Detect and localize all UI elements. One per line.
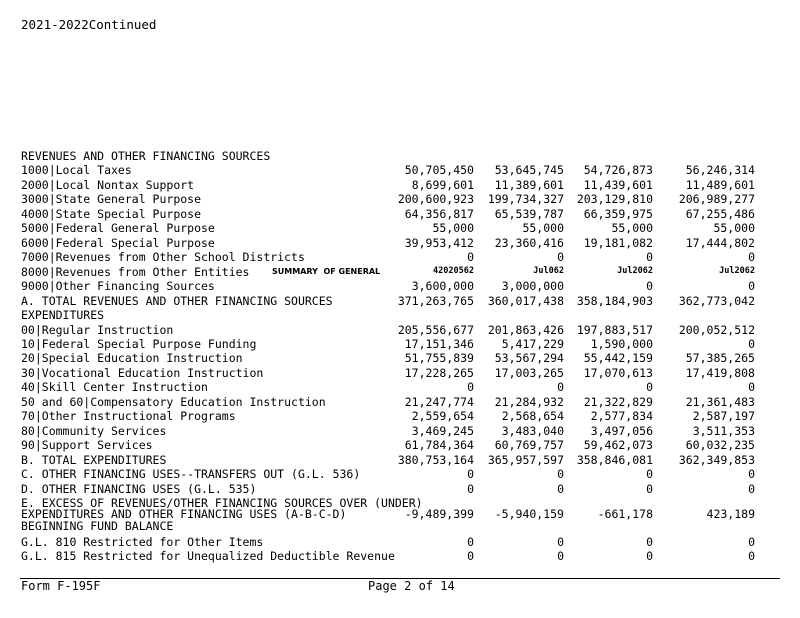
- expenditure-row-value-1: 0: [467, 380, 474, 394]
- revenue-row-value-1: 50,705,450: [404, 163, 474, 177]
- expenditure-row-value-3: 1,590,000: [590, 337, 653, 351]
- revenue-row-label: 4000|State Special Purpose: [21, 207, 202, 221]
- revenue-row-value-4: 55,000: [713, 221, 755, 235]
- expenditure-row-label: 70|Other Instructional Programs: [21, 409, 236, 423]
- revenue-row-value-1: 39,953,412: [404, 236, 474, 250]
- expenditure-row-value-1: 2,559,654: [411, 409, 474, 423]
- expenditure-row-value-3: 197,883,517: [576, 323, 653, 337]
- revenue-row-value-2: 3,000,000: [501, 279, 564, 293]
- expenditure-row-value-4: 0: [748, 380, 755, 394]
- expenditure-row-value-1: 3,469,245: [411, 424, 474, 438]
- revenue-row-value-3: 19,181,082: [583, 236, 653, 250]
- beginning-balance-row-value-3: 0: [646, 549, 653, 563]
- footer-form-number: Form F-195F: [21, 579, 101, 593]
- other-financing-uses-row-label: D. OTHER FINANCING USES (G.L. 535): [21, 482, 257, 496]
- expenditure-row-label: 30|Vocational Education Instruction: [21, 366, 264, 380]
- overlay-title: SUMMARY OF GENERAL: [272, 267, 381, 276]
- expenditure-row-label: 50 and 60|Compensatory Education Instruction: [21, 395, 326, 409]
- expenditures-total-row-value-4: 362,349,853: [678, 453, 755, 467]
- expenditure-row-value-4: 200,052,512: [678, 323, 755, 337]
- beginning-balance-row-value-4: 0: [748, 549, 755, 563]
- expenditures-total-row-value-3: 358,846,081: [576, 453, 653, 467]
- expenditure-row-value-4: 3,511,353: [692, 424, 755, 438]
- expenditure-row-label: 80|Community Services: [21, 424, 167, 438]
- beginning-balance-row-value-3: 0: [646, 535, 653, 549]
- expenditures-section-title: EXPENDITURES: [21, 308, 105, 322]
- revenues-total-row-value-1: 371,263,765: [397, 294, 474, 308]
- excess-label-line-1: E. EXCESS OF REVENUES/OTHER FINANCING SOURCES OVER (UNDER): [21, 496, 423, 510]
- expenditure-row-value-1: 61,784,364: [404, 438, 474, 452]
- expenditure-row-value-3: 2,577,834: [590, 409, 653, 423]
- expenditure-row-label: 90|Support Services: [21, 438, 153, 452]
- beginning-balance-row-label: G.L. 810 Restricted for Other Items: [21, 535, 264, 549]
- expenditure-row-value-3: 59,462,073: [583, 438, 653, 452]
- beginning-balance-row-value-2: 0: [557, 535, 564, 549]
- expenditure-row-value-2: 5,417,229: [501, 337, 564, 351]
- other-financing-uses-row-value-1: 0: [467, 482, 474, 496]
- revenues-total-row-value-4: 362,773,042: [678, 294, 755, 308]
- revenue-row-value-2: 55,000: [522, 221, 564, 235]
- expenditure-row-value-1: 205,556,677: [397, 323, 474, 337]
- expenditure-row-value-4: 21,361,483: [685, 395, 755, 409]
- revenues-total-row-value-2: 360,017,438: [487, 294, 564, 308]
- revenue-row-value-3: 0: [646, 250, 653, 264]
- expenditure-row-value-2: 53,567,294: [494, 351, 564, 365]
- expenditures-total-row-label: B. TOTAL EXPENDITURES: [21, 453, 167, 467]
- page-heading: 2021-2022Continued: [21, 17, 157, 32]
- overlay-col-header-1: 42020562: [433, 266, 474, 276]
- overlay-col-header-3: Jul2062: [617, 266, 653, 276]
- other-financing-transfers-row-value-3: 0: [646, 467, 653, 481]
- revenue-row-value-2: 199,734,327: [487, 192, 564, 206]
- revenue-row-value-3: 0: [646, 279, 653, 293]
- expenditures-total-row-value-1: 380,753,164: [397, 453, 474, 467]
- expenditure-row-label: 10|Federal Special Purpose Funding: [21, 337, 257, 351]
- revenue-row-value-4: 0: [748, 250, 755, 264]
- expenditure-row-value-3: 0: [646, 380, 653, 394]
- revenue-row-value-4: 56,246,314: [685, 163, 755, 177]
- other-financing-transfers-row-value-1: 0: [467, 467, 474, 481]
- expenditure-row-value-2: 60,769,757: [494, 438, 564, 452]
- expenditure-row-value-2: 0: [557, 380, 564, 394]
- excess-label-line-2: EXPENDITURES AND OTHER FINANCING USES (A-B-C-D): [21, 507, 347, 521]
- expenditures-total-row-value-2: 365,957,597: [487, 453, 564, 467]
- expenditure-row-value-4: 0: [748, 337, 755, 351]
- expenditure-row-value-1: 21,247,774: [404, 395, 474, 409]
- beginning-balance-row-value-2: 0: [557, 549, 564, 563]
- other-financing-uses-row-value-3: 0: [646, 482, 653, 496]
- revenue-row-value-1: 0: [467, 250, 474, 264]
- revenue-row-label: 2000|Local Nontax Support: [21, 178, 195, 192]
- expenditure-row-value-3: 55,442,159: [583, 351, 653, 365]
- other-financing-uses-row-value-4: 0: [748, 482, 755, 496]
- expenditure-row-value-3: 17,070,613: [583, 366, 653, 380]
- expenditure-row-value-2: 201,863,426: [487, 323, 564, 337]
- expenditure-row-value-4: 60,032,235: [685, 438, 755, 452]
- beginning-fund-balance-title: BEGINNING FUND BALANCE: [21, 519, 174, 533]
- excess-value-4: 423,189: [706, 507, 755, 521]
- revenue-row-value-2: 53,645,745: [494, 163, 564, 177]
- revenue-row-label: 5000|Federal General Purpose: [21, 221, 215, 235]
- revenue-row-value-3: 54,726,873: [583, 163, 653, 177]
- revenue-row-value-1: 3,600,000: [411, 279, 474, 293]
- expenditure-row-value-3: 21,322,829: [583, 395, 653, 409]
- revenue-row-value-3: 55,000: [611, 221, 653, 235]
- other-financing-uses-row-value-2: 0: [557, 482, 564, 496]
- revenue-row-label: 1000|Local Taxes: [21, 163, 132, 177]
- beginning-balance-row-value-4: 0: [748, 535, 755, 549]
- revenue-row-value-4: 11,489,601: [685, 178, 755, 192]
- other-financing-transfers-row-value-4: 0: [748, 467, 755, 481]
- expenditure-row-value-3: 3,497,056: [590, 424, 653, 438]
- expenditure-row-label: 00|Regular Instruction: [21, 323, 174, 337]
- expenditure-row-value-4: 57,385,265: [685, 351, 755, 365]
- expenditure-row-value-2: 17,003,265: [494, 366, 564, 380]
- revenue-row-value-3: 66,359,975: [583, 207, 653, 221]
- expenditure-row-value-4: 2,587,197: [692, 409, 755, 423]
- excess-value-1: -9,489,399: [404, 507, 474, 521]
- revenue-row-label: 6000|Federal Special Purpose: [21, 236, 215, 250]
- overlay-col-header-4: Jul2062: [719, 266, 755, 276]
- other-financing-transfers-row-label: C. OTHER FINANCING USES--TRANSFERS OUT (G.L. 536): [21, 467, 361, 481]
- expenditure-row-value-1: 17,228,265: [404, 366, 474, 380]
- expenditure-row-value-2: 2,568,654: [501, 409, 564, 423]
- revenue-row-value-2: 23,360,416: [494, 236, 564, 250]
- revenues-total-row-value-3: 358,184,903: [576, 294, 653, 308]
- excess-value-3: -661,178: [597, 507, 653, 521]
- expenditure-row-value-1: 51,755,839: [404, 351, 474, 365]
- revenue-row-value-2: 11,389,601: [494, 178, 564, 192]
- revenue-row-value-3: 203,129,810: [576, 192, 653, 206]
- revenue-row-value-1: 8,699,601: [411, 178, 474, 192]
- revenues-total-row-label: A. TOTAL REVENUES AND OTHER FINANCING SOURCES: [21, 294, 333, 308]
- expenditure-row-value-2: 21,284,932: [494, 395, 564, 409]
- expenditure-row-value-1: 17,151,346: [404, 337, 474, 351]
- revenue-row-value-1: 55,000: [432, 221, 474, 235]
- other-financing-transfers-row-value-2: 0: [557, 467, 564, 481]
- revenue-row-label: 9000|Other Financing Sources: [21, 279, 215, 293]
- revenue-row-value-2: 65,539,787: [494, 207, 564, 221]
- revenue-row-label: 3000|State General Purpose: [21, 192, 202, 206]
- revenue-row-value-4: 206,989,277: [678, 192, 755, 206]
- revenue-row-value-1: 64,356,817: [404, 207, 474, 221]
- expenditure-row-label: 20|Special Education Instruction: [21, 351, 243, 365]
- expenditure-row-label: 40|Skill Center Instruction: [21, 380, 208, 394]
- revenue-row-value-2: 0: [557, 250, 564, 264]
- revenue-row-label: 8000|Revenues from Other Entities: [21, 265, 250, 279]
- revenue-row-value-4: 0: [748, 279, 755, 293]
- revenues-section-title: REVENUES AND OTHER FINANCING SOURCES: [21, 149, 271, 163]
- revenue-row-value-1: 200,600,923: [397, 192, 474, 206]
- beginning-balance-row-value-1: 0: [467, 549, 474, 563]
- beginning-balance-row-value-1: 0: [467, 535, 474, 549]
- expenditure-row-value-2: 3,483,040: [501, 424, 564, 438]
- overlay-col-header-2: Jul062: [533, 266, 564, 276]
- revenue-row-value-4: 67,255,486: [685, 207, 755, 221]
- revenue-row-label: 7000|Revenues from Other School Districts: [21, 250, 305, 264]
- footer-page-number: Page 2 of 14: [368, 579, 455, 593]
- beginning-balance-row-label: G.L. 815 Restricted for Unequalized Deductible Revenue: [21, 549, 395, 563]
- revenue-row-value-4: 17,444,802: [685, 236, 755, 250]
- excess-value-2: -5,940,159: [494, 507, 564, 521]
- revenue-row-value-3: 11,439,601: [583, 178, 653, 192]
- expenditure-row-value-4: 17,419,808: [685, 366, 755, 380]
